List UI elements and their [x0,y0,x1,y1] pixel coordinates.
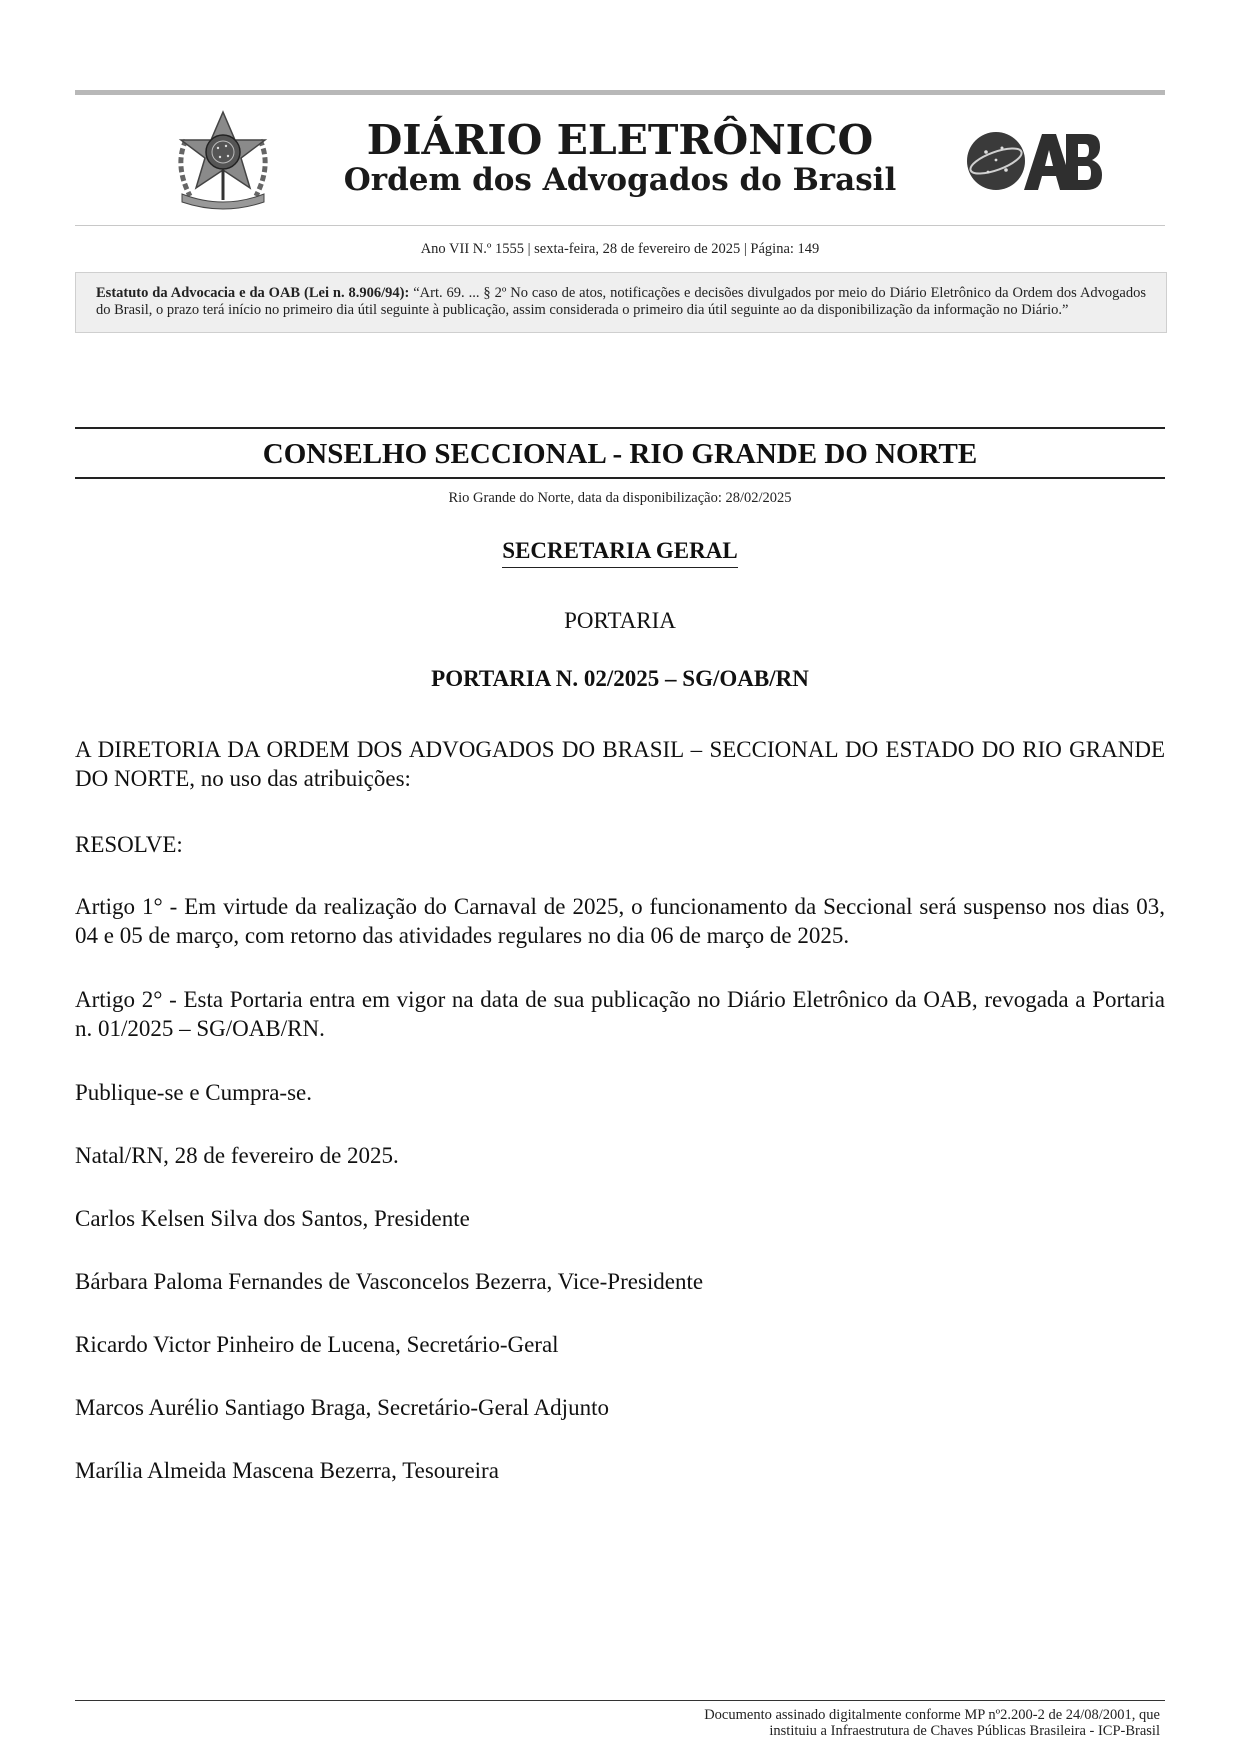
article-2-paragraph: Artigo 2° - Esta Portaria entra em vigor na data de sua publicação no Diário Eletrônico da OAB, revogada a Portaria n. 01/2025 – SG/OAB/RN. [75,987,1165,1041]
footer-line-1: Documento assinado digitalmente conforme MP nº2.200-2 de 24/08/2001, que [704,1707,1160,1723]
statute-notice-label: Estatuto da Advocacia e da OAB (Lei n. 8.906/94): [96,285,410,301]
masthead-title: DIÁRIO ELETRÔNICO [366,116,874,164]
digital-signature-notice [580,1707,1160,1739]
footer-rule [75,1700,1165,1701]
oab-logo [966,130,1102,192]
footer-line-2: instituiu a Infraestrutura de Chaves Públicas Brasileira - ICP-Brasil [769,1723,1160,1739]
statute-notice-text: “Art. 69. ... § 2º No caso de atos, notificações e decisões divulgados por meio do Diário Eletrônico da Ordem dos Advogados do Brasil, o prazo terá início no primeiro dia útil seguinte à publicação, assim considerada o primeiro dia útil seguinte ao da disponibilização da informação no Diário.” [96,285,1146,318]
section-rule-bottom [75,477,1165,479]
statute-notice-box [75,272,1167,333]
signatory: Ricardo Victor Pinheiro de Lucena, Secretário-Geral [75,1332,559,1357]
header-divider [75,225,1165,226]
header-top-bar [75,90,1165,95]
article-1-paragraph: Artigo 1° - Em virtude da realização do Carnaval de 2025, o funcionamento da Seccional será suspenso nos dias 03, 04 e 05 de março, com retorno das atividades regulares no dia 06 de março de 2025. [75,894,1165,948]
place-date-paragraph: Natal/RN, 28 de fevereiro de 2025. [75,1143,399,1168]
section-title: CONSELHO SECCIONAL - RIO GRANDE DO NORTE [262,438,978,470]
document-number: PORTARIA N. 02/2025 – SG/OAB/RN [431,666,809,691]
department-heading [75,537,1165,568]
signatory: Bárbara Paloma Fernandes de Vasconcelos Bezerra, Vice-Presidente [75,1269,704,1294]
document-type: PORTARIA [564,608,676,633]
signatory: Carlos Kelsen Silva dos Santos, Presidente [75,1206,470,1231]
resolve-paragraph: RESOLVE: [75,832,183,857]
section-rule-top [75,427,1165,429]
intro-paragraph: A DIRETORIA DA ORDEM DOS ADVOGADOS DO BRASIL – SECCIONAL DO ESTADO DO RIO GRANDE DO NORTE, no uso das atribuições: [75,737,1165,791]
masthead-subtitle: Ordem dos Advogados do Brasil [343,162,897,198]
edition-info: Ano VII N.º 1555 | sexta-feira, 28 de fevereiro de 2025 | Página: 149 [420,241,820,257]
availability-date: Rio Grande do Norte, data da disponibilização: 28/02/2025 [448,490,792,506]
signatory: Marcos Aurélio Santiago Braga, Secretário-Geral Adjunto [75,1395,609,1420]
closing-paragraph: Publique-se e Cumpra-se. [75,1080,312,1105]
department-label: SECRETARIA GERAL [502,537,737,568]
signatory: Marília Almeida Mascena Bezerra, Tesoureira [75,1458,499,1483]
coat-of-arms-emblem [168,110,278,212]
